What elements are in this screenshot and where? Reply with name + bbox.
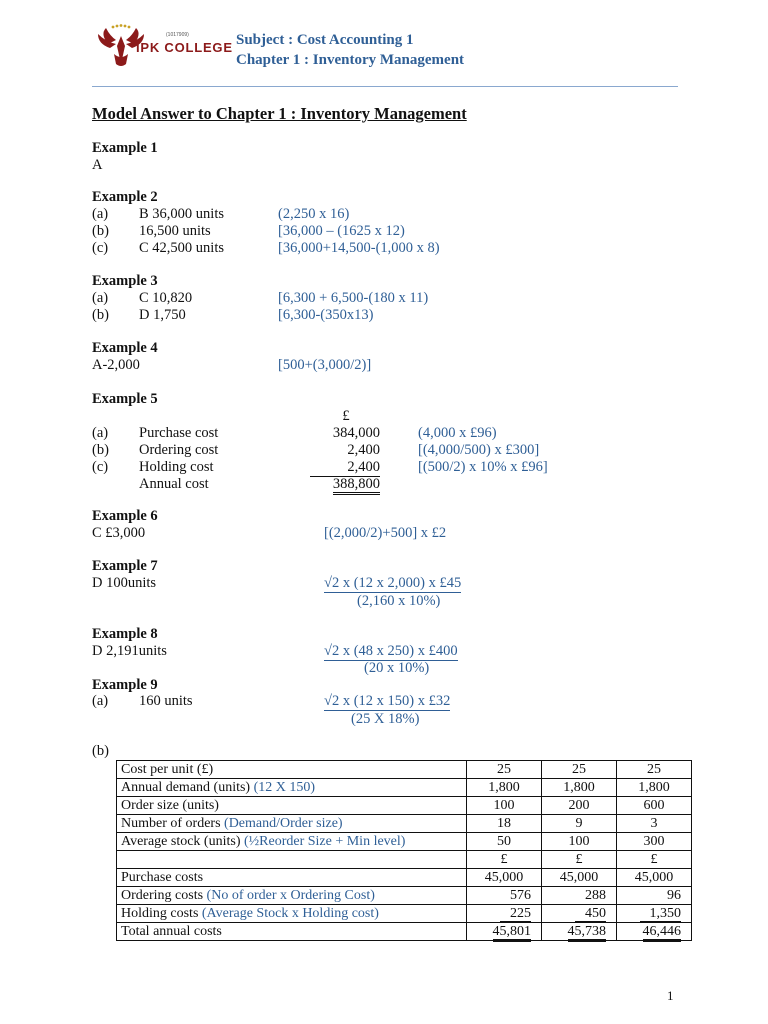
header-chapter: Chapter 1 : Inventory Management bbox=[236, 52, 465, 68]
row-label bbox=[117, 887, 467, 905]
example-8-denominator: (20 x 10%) bbox=[364, 660, 430, 676]
cell-value: 45,000 bbox=[634, 869, 674, 885]
example-5-total-value: 388,800 bbox=[333, 476, 380, 495]
cost-comparison-table bbox=[116, 760, 692, 941]
cell-value: 50 bbox=[497, 833, 511, 849]
table-row bbox=[117, 869, 692, 887]
cell-value: 18 bbox=[497, 815, 511, 831]
table-row bbox=[117, 797, 692, 815]
cell-option-2 bbox=[542, 887, 617, 905]
cell-value: 100 bbox=[493, 797, 515, 813]
cell-value: 300 bbox=[643, 833, 665, 849]
cell-option-3 bbox=[617, 779, 692, 797]
example-5-a-value: 384,000 bbox=[332, 425, 380, 441]
example-5-c-value: 2,400 bbox=[310, 459, 380, 477]
row-label bbox=[117, 869, 467, 887]
row-label bbox=[117, 905, 467, 923]
cell-option-3 bbox=[617, 887, 692, 905]
row-label-note: (No of order x Ordering Cost) bbox=[206, 887, 375, 903]
cell-value: 1,800 bbox=[638, 779, 670, 795]
example-2-a-label: (a) bbox=[92, 206, 109, 222]
cell-option-2 bbox=[542, 869, 617, 887]
example-3-a-working: [6,300 + 6,500-(180 x 11) bbox=[278, 290, 429, 306]
example-5-a-item: Purchase cost bbox=[139, 425, 219, 441]
example-6-answer: C £3,000 bbox=[92, 525, 146, 541]
cell-option-2 bbox=[542, 851, 617, 869]
table-row bbox=[117, 761, 692, 779]
example-8-answer: D 2,191units bbox=[92, 643, 167, 659]
cell-value: 576 bbox=[510, 887, 531, 903]
example-3-heading: Example 3 bbox=[92, 273, 158, 289]
page-number: 1 bbox=[667, 988, 674, 1003]
row-label-note: (Average Stock x Holding cost) bbox=[201, 905, 379, 921]
example-4-answer: A-2,000 bbox=[92, 357, 140, 373]
example-3-a-answer: C 10,820 bbox=[139, 290, 193, 306]
table-row bbox=[117, 851, 692, 869]
example-7-heading: Example 7 bbox=[92, 558, 158, 574]
example-9-numerator: √2 x (12 x 150) x £32 bbox=[324, 693, 451, 709]
cell-value: 25 bbox=[497, 761, 511, 777]
example-2-heading: Example 2 bbox=[92, 189, 158, 205]
cell-option-3 bbox=[617, 851, 692, 869]
example-5-heading: Example 5 bbox=[92, 391, 158, 407]
example-8-heading: Example 8 bbox=[92, 626, 158, 642]
cell-value: 225 bbox=[500, 906, 531, 922]
cell-option-2 bbox=[542, 761, 617, 779]
row-label-note: (12 X 150) bbox=[253, 779, 316, 795]
example-5-b-label: (b) bbox=[92, 442, 109, 458]
row-label-text: Average stock (units) bbox=[121, 833, 244, 849]
header-subject: Subject : Cost Accounting 1 bbox=[236, 32, 414, 48]
cell-value: 3 bbox=[650, 815, 658, 831]
row-label-text: Holding costs bbox=[121, 905, 202, 921]
cell-value: 46,446 bbox=[643, 924, 682, 942]
row-label-text: Ordering costs bbox=[121, 887, 207, 903]
cell-value: 96 bbox=[667, 887, 681, 903]
cell-option-2 bbox=[542, 779, 617, 797]
cell-value: 1,800 bbox=[488, 779, 520, 795]
example-2-b-answer: 16,500 units bbox=[139, 223, 211, 239]
example-5-total-item: Annual cost bbox=[139, 476, 209, 492]
row-label-note: (Demand/Order size) bbox=[224, 815, 343, 831]
page-title: Model Answer to Chapter 1 : Inventory Management bbox=[92, 104, 467, 123]
cell-option-1 bbox=[467, 779, 542, 797]
example-5-c-working: [(500/2) x 10% x £96] bbox=[418, 459, 548, 475]
cell-option-2 bbox=[542, 833, 617, 851]
example-6-heading: Example 6 bbox=[92, 508, 158, 524]
cell-value: 200 bbox=[568, 797, 590, 813]
example-9-denominator: (25 X 18%) bbox=[351, 711, 420, 727]
row-label bbox=[117, 833, 467, 851]
example-5-c-item: Holding cost bbox=[139, 459, 214, 475]
example-2-b-working: [36,000 – (1625 x 12) bbox=[278, 223, 405, 239]
cell-value: 450 bbox=[575, 906, 606, 922]
cell-option-1 bbox=[467, 797, 542, 815]
row-label-text: Total annual costs bbox=[121, 923, 222, 939]
cell-value: 45,738 bbox=[568, 924, 607, 942]
example-5-a-working: (4,000 x £96) bbox=[418, 425, 497, 441]
table-row bbox=[117, 887, 692, 905]
example-1-heading: Example 1 bbox=[92, 140, 158, 156]
cell-value: £ bbox=[575, 851, 583, 867]
cell-option-1 bbox=[467, 815, 542, 833]
example-3-a-label: (a) bbox=[92, 290, 109, 306]
row-label bbox=[117, 797, 467, 815]
header-divider bbox=[92, 86, 678, 87]
cell-option-3 bbox=[617, 923, 692, 941]
example-2-b-label: (b) bbox=[92, 223, 109, 239]
cell-value: £ bbox=[500, 851, 508, 867]
cell-option-1 bbox=[467, 833, 542, 851]
example-2-a-answer: B 36,000 units bbox=[139, 206, 224, 222]
cell-option-3 bbox=[617, 815, 692, 833]
table-row bbox=[117, 905, 692, 923]
example-5-b-value: 2,400 bbox=[347, 442, 380, 458]
example-4-heading: Example 4 bbox=[92, 340, 158, 356]
example-8-numerator: √2 x (48 x 250) x £400 bbox=[324, 643, 458, 659]
cell-option-1 bbox=[467, 905, 542, 923]
example-5-currency: £ bbox=[342, 408, 350, 424]
row-label-text: Annual demand (units) bbox=[121, 779, 254, 795]
cell-option-2 bbox=[542, 797, 617, 815]
row-label-note: (½Reorder Size + Min level) bbox=[243, 833, 406, 849]
table-row bbox=[117, 833, 692, 851]
example-9-heading: Example 9 bbox=[92, 677, 158, 693]
example-5-total-wrap bbox=[310, 476, 380, 493]
cell-value: 600 bbox=[643, 797, 665, 813]
row-label bbox=[117, 923, 467, 941]
logo-text: IPK COLLEGE bbox=[136, 40, 232, 55]
cell-value: 45,000 bbox=[484, 869, 524, 885]
table-row bbox=[117, 779, 692, 797]
example-5-a-label: (a) bbox=[92, 425, 109, 441]
cell-value: 25 bbox=[572, 761, 586, 777]
cell-option-2 bbox=[542, 905, 617, 923]
cell-value: £ bbox=[650, 851, 658, 867]
cell-option-2 bbox=[542, 815, 617, 833]
cell-value: 100 bbox=[568, 833, 590, 849]
cell-value: 45,801 bbox=[493, 924, 532, 942]
example-6-working: [(2,000/2)+500] x £2 bbox=[324, 525, 447, 541]
table-row bbox=[117, 923, 692, 941]
cell-option-3 bbox=[617, 869, 692, 887]
row-label-text: Cost per unit (£) bbox=[121, 761, 214, 777]
example-5-b-working: [(4,000/500) x £300] bbox=[418, 442, 540, 458]
example-9-a-answer: 160 units bbox=[139, 693, 193, 709]
example-7-answer: D 100units bbox=[92, 575, 157, 591]
example-9-a-label: (a) bbox=[92, 693, 109, 709]
cell-value: 1,350 bbox=[640, 906, 682, 922]
cell-option-1 bbox=[467, 761, 542, 779]
example-4-working: [500+(3,000/2)] bbox=[278, 357, 372, 373]
example-2-c-working: [36,000+14,500-(1,000 x 8) bbox=[278, 240, 440, 256]
example-2-a-working: (2,250 x 16) bbox=[278, 206, 350, 222]
example-2-c-label: (c) bbox=[92, 240, 109, 256]
row-label-text: Order size (units) bbox=[121, 797, 219, 813]
cell-value: 45,000 bbox=[559, 869, 599, 885]
cell-value: 1,800 bbox=[563, 779, 595, 795]
cell-value: 25 bbox=[647, 761, 661, 777]
example-5-c-label: (c) bbox=[92, 459, 109, 475]
cell-option-3 bbox=[617, 905, 692, 923]
example-1-answer: A bbox=[92, 157, 103, 173]
example-3-b-working: [6,300-(350x13) bbox=[278, 307, 374, 323]
table-row bbox=[117, 815, 692, 833]
cell-value: 9 bbox=[575, 815, 583, 831]
example-3-b-label: (b) bbox=[92, 307, 109, 323]
cell-option-3 bbox=[617, 797, 692, 815]
cell-value: 288 bbox=[585, 887, 606, 903]
example-7-denominator: (2,160 x 10%) bbox=[357, 593, 441, 609]
example-2-c-answer: C 42,500 units bbox=[139, 240, 224, 256]
row-label bbox=[117, 761, 467, 779]
cell-option-1 bbox=[467, 887, 542, 905]
row-label-text: Number of orders bbox=[121, 815, 225, 831]
example-7-numerator: √2 x (12 x 2,000) x £45 bbox=[324, 575, 462, 591]
row-label-text: Purchase costs bbox=[121, 869, 204, 885]
college-logo bbox=[96, 24, 234, 70]
cell-option-2 bbox=[542, 923, 617, 941]
logo-small-text: (1017909) bbox=[166, 32, 189, 38]
cell-option-3 bbox=[617, 833, 692, 851]
cell-option-3 bbox=[617, 761, 692, 779]
cell-option-1 bbox=[467, 869, 542, 887]
cell-option-1 bbox=[467, 923, 542, 941]
example-9-b-label: (b) bbox=[92, 743, 109, 759]
row-label bbox=[117, 815, 467, 833]
example-3-b-answer: D 1,750 bbox=[139, 307, 186, 323]
row-label bbox=[117, 851, 467, 869]
cell-option-1 bbox=[467, 851, 542, 869]
row-label bbox=[117, 779, 467, 797]
example-5-b-item: Ordering cost bbox=[139, 442, 219, 458]
